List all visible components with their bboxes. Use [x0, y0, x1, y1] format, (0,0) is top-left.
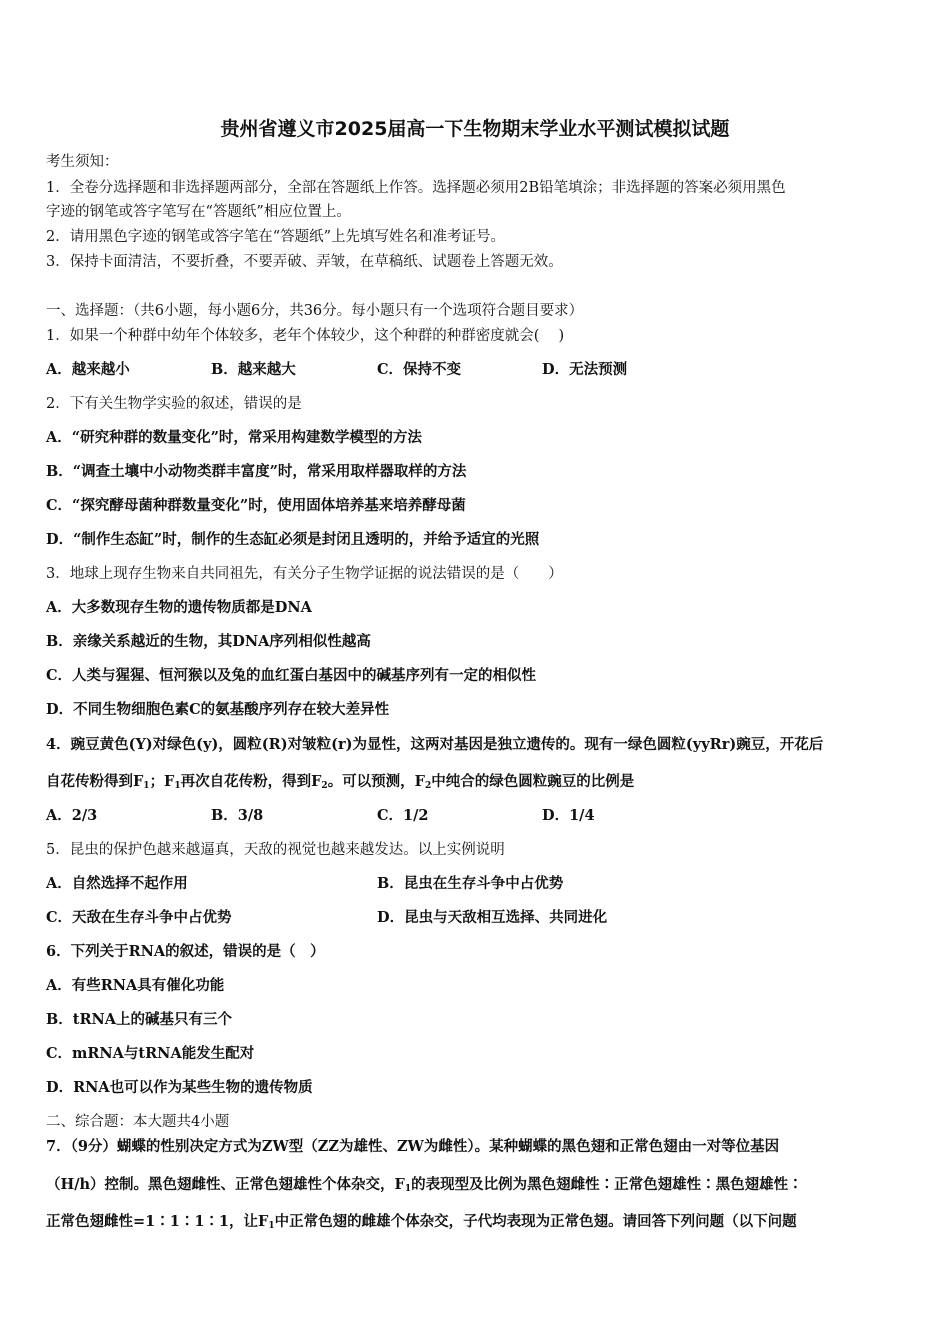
notice-item-1: 1．全卷分选择题和非选择题两部分，全部在答题纸上作答。选择题必须用2B铅笔填涂；非选择题的答案必须用黑色 [46, 180, 786, 196]
notice-heading: 考生须知： [46, 154, 119, 170]
q2-option-b: B．“调查土壤中小动物类群丰富度”时，常采用取样器取样的方法 [46, 463, 467, 480]
question-5-stem: 5．昆虫的保护色越来越逼真，天敌的视觉也越来越发达。以上实例说明 [46, 842, 505, 858]
question-7-line-2: （H/h）控制。黑色翅雌性、正常色翅雄性个体杂交，$F_1$的表现型及比例为黑色翅雌性∶正常色翅雄性∶黑色翅雄性∶ [46, 1176, 803, 1194]
q4-option-b: B．3/8 [211, 807, 264, 824]
question-4-stem-cont: 自花传粉得到$F_1$；$F_1$再次自花传粉，得到$F_2$。可以预测，$F_2$中纯合的绿色圆粒豌豆的比例是 [46, 773, 635, 791]
q3-option-c: C．人类与猩猩、恒河猴以及兔的血红蛋白基因中的碱基序列有一定的相似性 [46, 667, 537, 684]
notice-item-1-cont: 字迹的钢笔或答字笔写在“答题纸”相应位置上。 [46, 204, 351, 220]
q5-option-d: D．昆虫与天敌相互选择、共同进化 [377, 909, 608, 926]
q2-option-a: A．“研究种群的数量变化”时，常采用构建数学模型的方法 [46, 429, 422, 446]
notice-item-2: 2．请用黑色字迹的钢笔或答字笔在“答题纸”上先填写姓名和准考证号。 [46, 229, 506, 245]
q6-option-b: B．tRNA上的碱基只有三个 [46, 1011, 233, 1028]
q6-option-d: D．RNA也可以作为某些生物的遗传物质 [46, 1079, 313, 1096]
q3-option-d: D．不同生物细胞色素C的氨基酸序列存在较大差异性 [46, 701, 390, 718]
q4-option-c: C．1/2 [377, 807, 429, 824]
q1-option-b: B．越来越大 [211, 361, 296, 378]
q3-option-b: B．亲缘关系越近的生物，其DNA序列相似性越高 [46, 633, 371, 650]
q6-option-c: C．mRNA与tRNA能发生配对 [46, 1045, 255, 1062]
question-7-line-1: 7．（9分）蝴蝶的性别决定方式为ZW型（ZZ为雄性、ZW为雌性）。某种蝴蝶的黑色翅和正常色翅由一对等位基因 [46, 1138, 780, 1155]
q2-option-d: D．“制作生态缸”时，制作的生态缸必须是封闭且透明的，并给予适宜的光照 [46, 531, 540, 548]
question-4-stem: 4．豌豆黄色(Y)对绿色(y)，圆粒(R)对皱粒(r)为显性，这两对基因是独立遗传的。现有一绿色圆粒(yyRr)豌豆，开花后 [46, 736, 824, 753]
section-2-heading: 二、综合题：本大题共4小题 [46, 1114, 230, 1130]
section-1-heading: 一、选择题：（共6小题，每小题6分，共36分。每小题只有一个选项符合题目要求） [46, 303, 584, 319]
question-7-line-3: 正常色翅雌性=1∶1∶1∶1，让$F_1$中正常色翅的雌雄个体杂交，子代均表现为正常色翅。请回答下列问题（以下问题 [46, 1213, 797, 1231]
q5-option-c: C．天敌在生存斗争中占优势 [46, 909, 232, 926]
q5-option-b: B．昆虫在生存斗争中占优势 [377, 875, 564, 892]
q1-option-d: D．无法预测 [542, 361, 628, 378]
question-2-stem: 2．下有关生物学实验的叙述，错误的是 [46, 396, 302, 412]
q4-option-a: A．2/3 [46, 807, 98, 824]
q6-option-a: A．有些RNA具有催化功能 [46, 977, 225, 994]
page-title: 贵州省遵义市2025届高一下生物期末学业水平测试模拟试题 [220, 118, 730, 140]
q1-option-a: A．越来越小 [46, 361, 130, 378]
q4-option-d: D．1/4 [542, 807, 595, 824]
q2-option-c: C．“探究酵母菌种群数量变化”时，使用固体培养基来培养酵母菌 [46, 497, 466, 514]
question-3-stem: 3．地球上现存生物来自共同祖先，有关分子生物学证据的说法错误的是（ ） [46, 566, 563, 582]
question-1-stem: 1．如果一个种群中幼年个体较多，老年个体较少，这个种群的种群密度就会( ) [46, 328, 565, 344]
q3-option-a: A．大多数现存生物的遗传物质都是DNA [46, 599, 312, 616]
question-6-stem: 6．下列关于RNA的叙述，错误的是（ ） [46, 943, 325, 960]
q1-option-c: C．保持不变 [377, 361, 462, 378]
q5-option-a: A．自然选择不起作用 [46, 875, 188, 892]
notice-item-3: 3．保持卡面清洁，不要折叠，不要弄破、弄皱，在草稿纸、试题卷上答题无效。 [46, 254, 563, 270]
